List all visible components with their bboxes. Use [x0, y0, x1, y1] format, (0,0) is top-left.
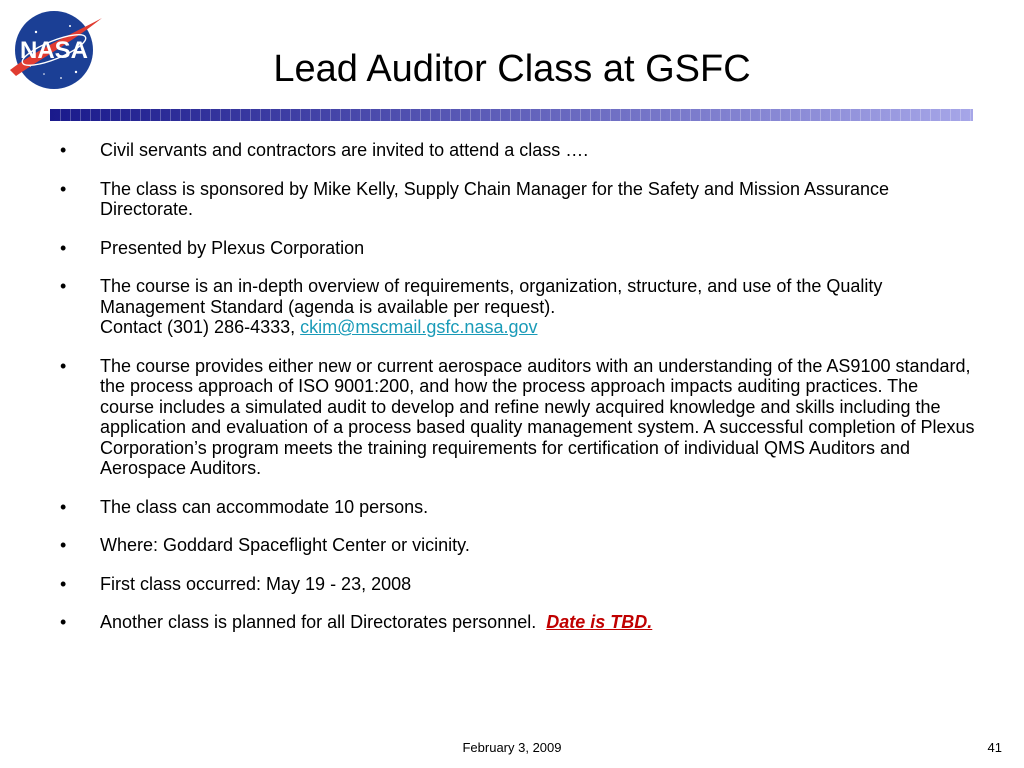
date-tbd-emphasis: Date is TBD.: [546, 612, 653, 632]
bullet-text: The class can accommodate 10 persons.: [100, 496, 429, 517]
bullet-marker: •: [60, 535, 67, 555]
bullet-text: The course provides either new or current aerospace auditors with an understanding of the AS9100 standard, the process approach of ISO 9001:200, and how the process approach impacts auditing practices. The course includes a simulated audit to develop and refine newly acquired knowledge and skills including the application and evaluation of a process based quality management system. A successful completion of Plexus Corporation’s program meets the training requirements for certification of individual QMS Auditors and Aerospace Auditors.: [100, 355, 975, 478]
bullet-text: First class occurred: May 19 - 23, 2008: [100, 573, 412, 594]
bullet-item: [56, 276, 976, 338]
bullet-text: The course is an in-depth overview of requirements, organization, structure, and use of the Quality Management Standard (agenda is available per request).: [100, 276, 883, 317]
page-number: 41: [987, 740, 1002, 755]
svg-text:NASA: NASA: [19, 37, 89, 64]
bullet-item: [56, 356, 976, 479]
bullet-text: Civil servants and contractors are invited to attend a class ….: [100, 140, 589, 160]
bullet-item: [56, 497, 976, 518]
bullet-marker: •: [60, 573, 67, 594]
bullet-text: Another class is planned for all Directorates personnel.: [100, 612, 537, 632]
bullet-marker: •: [60, 496, 67, 517]
bullet-marker: •: [60, 612, 67, 632]
footer-date: February 3, 2009: [462, 740, 562, 755]
contact-text: Contact (301) 286-4333,: [100, 317, 296, 337]
title-underline-bar: [50, 109, 973, 121]
contact-email-link[interactable]: ckim@mscmail.gsfc.nasa.gov: [300, 317, 538, 337]
bullet-marker: •: [60, 276, 67, 296]
bullet-text: Where: Goddard Spaceflight Center or vicinity.: [100, 535, 470, 555]
bullet-list: [56, 140, 976, 651]
bullet-item: [56, 140, 976, 161]
bullet-item: [56, 574, 976, 595]
bullet-item: [56, 612, 976, 633]
slide-title: Lead Auditor Class at GSFC: [273, 48, 751, 90]
bullet-item: [56, 238, 976, 259]
bullet-marker: •: [60, 237, 67, 258]
bullet-marker: •: [60, 355, 67, 376]
bullet-text: Presented by Plexus Corporation: [100, 237, 365, 258]
bullet-text: The class is sponsored by Mike Kelly, Supply Chain Manager for the Safety and Mission Assurance Directorate.: [100, 178, 890, 219]
bullet-item: [56, 535, 976, 556]
bullet-marker: •: [60, 178, 67, 199]
bullet-item: [56, 179, 976, 220]
bullet-marker: •: [60, 140, 67, 160]
